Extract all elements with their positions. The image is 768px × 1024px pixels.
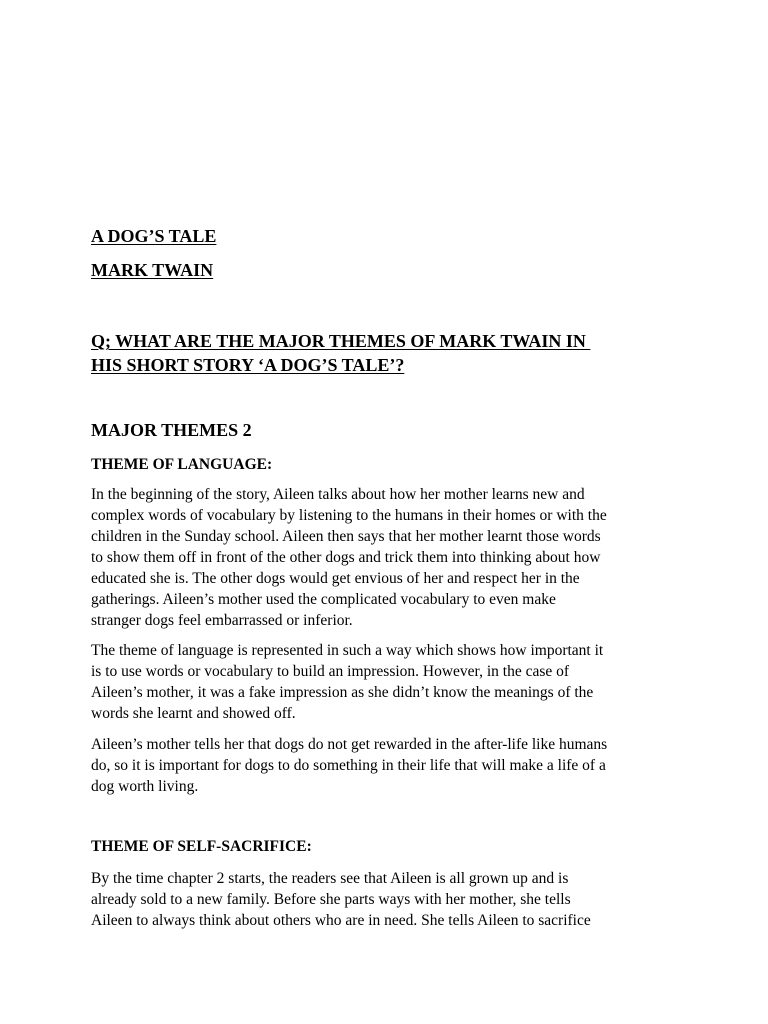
paragraph-line: By the time chapter 2 starts, the readers see that Aileen is all grown up and is xyxy=(91,870,569,887)
paragraph-line: do, so it is important for dogs to do something in their life that will make a life of a xyxy=(91,757,606,774)
section-heading: MAJOR THEMES 2 xyxy=(91,420,252,440)
theme-language-paragraph-2 xyxy=(91,640,603,724)
theme-language-paragraph-3 xyxy=(91,734,607,797)
paragraph-line: Aileen’s mother tells her that dogs do not get rewarded in the after-life like humans xyxy=(91,736,608,753)
theme-language-heading: THEME OF LANGUAGE: xyxy=(91,456,273,473)
theme-self-sacrifice-heading: THEME OF SELF-SACRIFICE: xyxy=(91,838,312,855)
theme-language-paragraph-1 xyxy=(91,484,607,631)
paragraph-line: Aileen to always think about others who are in need. She tells Aileen to sacrifice xyxy=(91,912,591,929)
paragraph-line: children in the Sunday school. Aileen then says that her mother learnt those words xyxy=(91,528,601,545)
paragraph-line: educated she is. The other dogs would get envious of her and respect her in the xyxy=(91,570,580,587)
paragraph-line: dog worth living. xyxy=(91,778,199,795)
paragraph-line: gatherings. Aileen’s mother used the complicated vocabulary to even make xyxy=(91,591,556,608)
question-block xyxy=(91,329,590,377)
paragraph-line: to show them off in front of the other dogs and trick them into thinking about how xyxy=(91,549,601,566)
paragraph-line: complex words of vocabulary by listening to the humans in their homes or with the xyxy=(91,507,607,524)
paragraph-line: stranger dogs feel embarrassed or inferior. xyxy=(91,612,353,629)
paragraph-line: words she learnt and showed off. xyxy=(91,705,296,722)
paragraph-line: already sold to a new family. Before she parts ways with her mother, she tells xyxy=(91,891,571,908)
theme-self-sacrifice-paragraph-1 xyxy=(91,868,591,931)
question-line-2: HIS SHORT STORY ‘A DOG’S TALE’? xyxy=(91,355,405,375)
paragraph-line: The theme of language is represented in such a way which shows how important it xyxy=(91,642,604,659)
paragraph-line: In the beginning of the story, Aileen talks about how her mother learns new and xyxy=(91,486,585,503)
question-line-1: Q; WHAT ARE THE MAJOR THEMES OF MARK TWAIN IN xyxy=(91,331,591,351)
paragraph-line: Aileen’s mother, it was a fake impression as she didn’t know the meanings of the xyxy=(91,684,594,701)
document-title: A DOG’S TALE xyxy=(91,226,217,246)
paragraph-line: is to use words or vocabulary to build an impression. However, in the case of xyxy=(91,663,570,680)
document-author: MARK TWAIN xyxy=(91,260,214,280)
